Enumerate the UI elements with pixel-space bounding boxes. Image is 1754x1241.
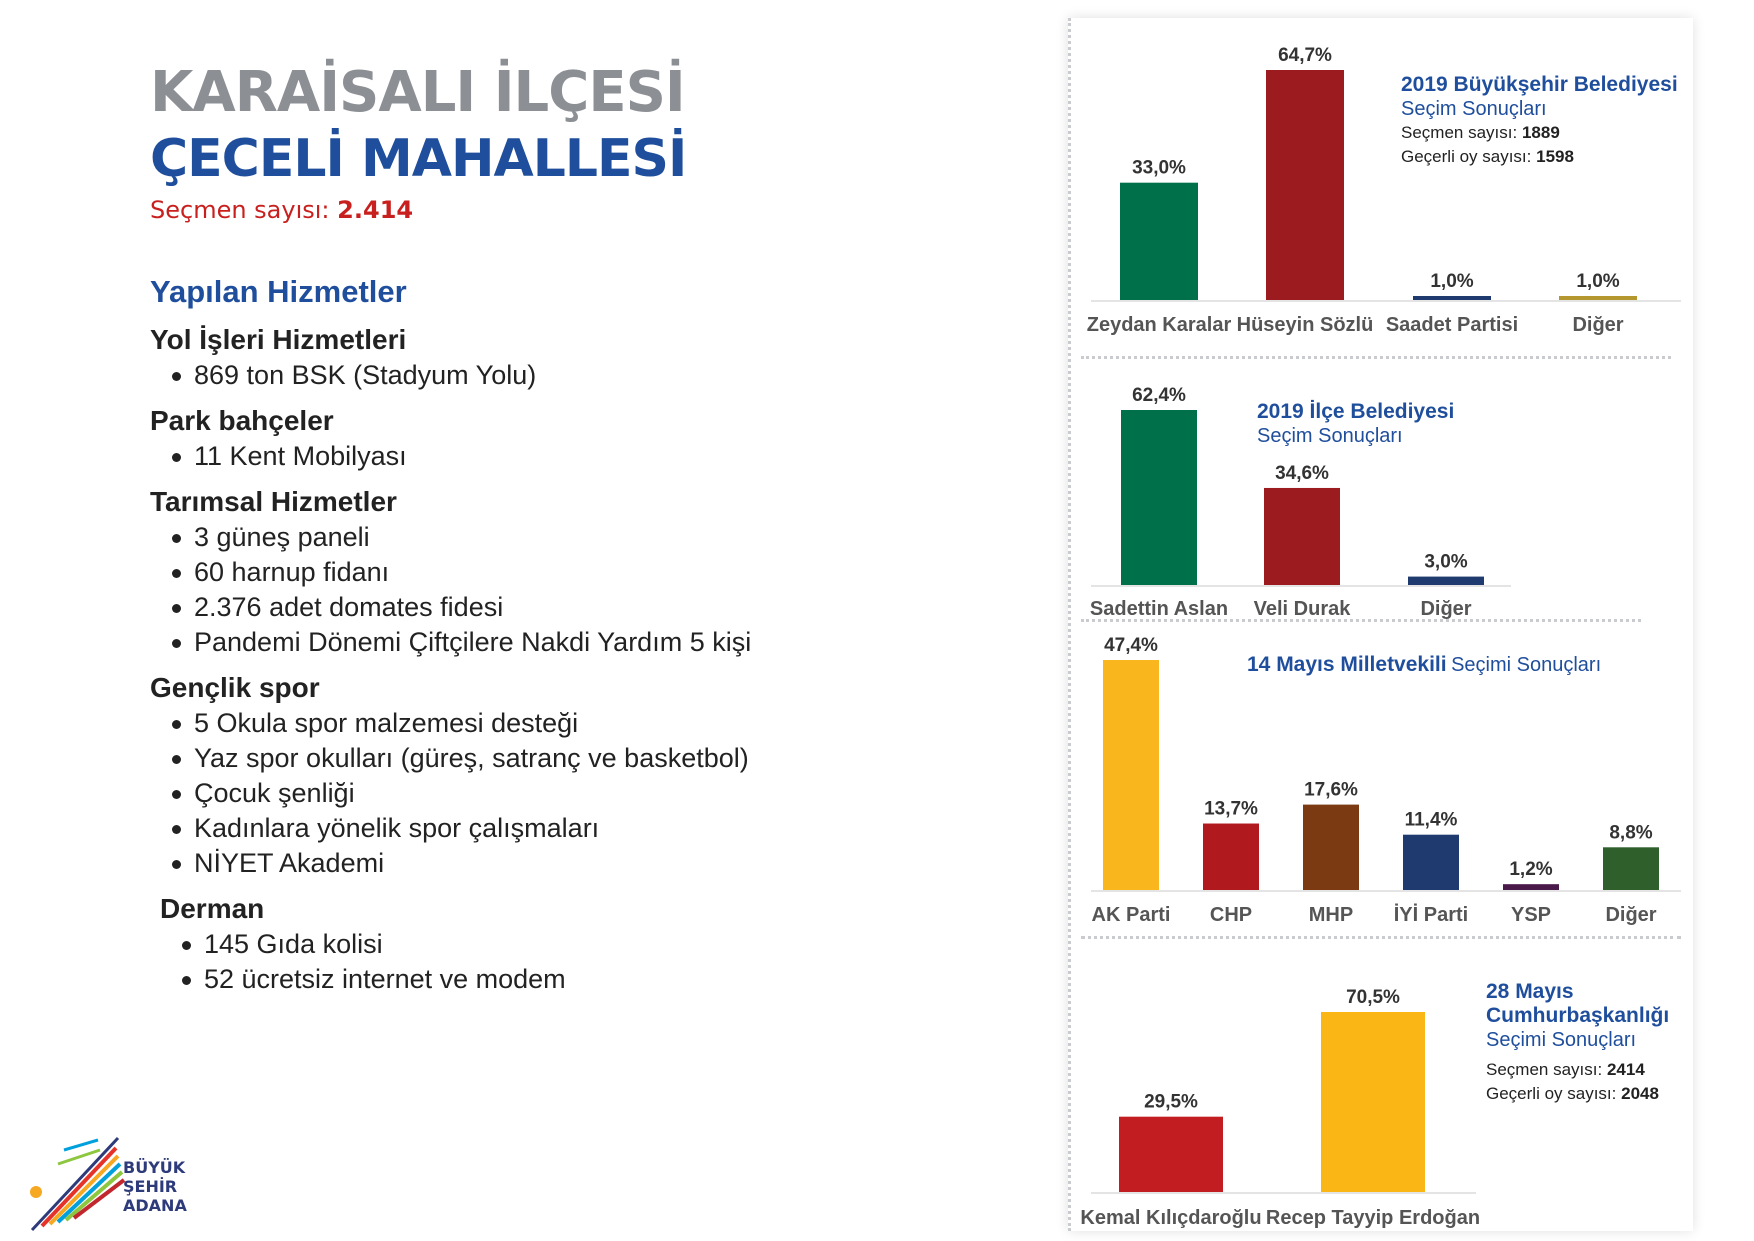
service-item: Yaz spor okulları (güreş, satranç ve basketbol) bbox=[172, 741, 1010, 776]
data-label: 62,4% bbox=[1132, 385, 1186, 406]
stat-value: 1598 bbox=[1536, 147, 1574, 166]
chart-title-bold: 2019 İlçe Belediyesi bbox=[1257, 400, 1455, 423]
voter-count bbox=[150, 196, 1010, 224]
bar bbox=[1413, 296, 1491, 300]
service-category-title: Park bahçeler bbox=[150, 405, 334, 436]
service-category bbox=[150, 403, 1010, 474]
category-label: CHP bbox=[1209, 904, 1253, 926]
chart-title-bold: 28 Mayıs Cumhurbaşkanlığı bbox=[1486, 980, 1670, 1027]
service-category-title: Derman bbox=[160, 893, 265, 924]
data-label: 17,6% bbox=[1304, 779, 1358, 801]
service-item: NİYET Akademi bbox=[172, 846, 1010, 881]
buyuksehir-adana-logo bbox=[28, 1130, 218, 1235]
category-label: Kemal Kılıçdaroğlu bbox=[1080, 1207, 1262, 1229]
chart-title-normal: Seçim Sonuçları bbox=[1401, 98, 1547, 120]
service-category bbox=[160, 891, 1010, 997]
data-label: 3,0% bbox=[1424, 551, 1468, 573]
stat-label: Geçerli oy sayısı: bbox=[1486, 1084, 1617, 1103]
logo-stripes-icon bbox=[28, 1130, 128, 1235]
data-label: 34,6% bbox=[1275, 462, 1329, 484]
service-item: Çocuk şenliği bbox=[172, 776, 1010, 811]
service-category bbox=[150, 484, 1010, 660]
bar bbox=[1403, 835, 1459, 890]
category-label: Diğer bbox=[1572, 314, 1624, 336]
category-label: Diğer bbox=[1420, 598, 1472, 620]
service-item: Pandemi Dönemi Çiftçilere Nakdi Yardım 5 kişi bbox=[172, 625, 1010, 660]
service-list bbox=[150, 706, 1010, 881]
data-label: 1,0% bbox=[1576, 271, 1620, 292]
category-label: MHP bbox=[1308, 904, 1354, 926]
category-label: Veli Durak bbox=[1253, 598, 1351, 620]
bar bbox=[1103, 660, 1159, 890]
service-category bbox=[150, 322, 1010, 393]
data-label: 1,2% bbox=[1509, 859, 1553, 881]
bar bbox=[1120, 183, 1198, 300]
service-list bbox=[150, 520, 1010, 660]
bar bbox=[1266, 70, 1344, 300]
service-list bbox=[160, 927, 1010, 997]
service-item: 60 harnup fidanı bbox=[172, 555, 1010, 590]
chart-title-bold: 14 Mayıs Milletvekili bbox=[1247, 653, 1447, 676]
bar bbox=[1119, 1117, 1223, 1192]
stat-label: Seçmen sayısı: bbox=[1486, 1060, 1603, 1079]
logo-line: ŞEHİR bbox=[123, 1177, 178, 1196]
stat-label: Seçmen sayısı: bbox=[1401, 123, 1518, 142]
chart-title bbox=[1257, 400, 1454, 448]
data-label: 47,4% bbox=[1104, 635, 1158, 656]
category-label: Hüseyin Sözlü bbox=[1236, 314, 1374, 336]
voter-count-label: Seçmen sayısı: bbox=[150, 196, 330, 224]
chart-title bbox=[1486, 980, 1693, 1106]
bar bbox=[1559, 296, 1637, 300]
voter-count-value: 2.414 bbox=[337, 196, 414, 224]
chart-title bbox=[1247, 653, 1601, 677]
category-label: İYİ Parti bbox=[1393, 904, 1469, 926]
chart-title bbox=[1401, 73, 1678, 169]
chart-2019-metropolitan bbox=[1071, 18, 1693, 348]
page-title-district: KARAİSALI İLÇESİ bbox=[150, 60, 685, 125]
service-item: 145 Gıda kolisi bbox=[182, 927, 1010, 962]
category-label: Saadet Partisi bbox=[1385, 314, 1519, 336]
category-label: Diğer bbox=[1605, 904, 1657, 926]
data-label: 1,0% bbox=[1430, 271, 1474, 292]
bar bbox=[1121, 410, 1197, 585]
data-label: 70,5% bbox=[1346, 987, 1400, 1008]
bar bbox=[1303, 805, 1359, 890]
chart-may14-parliament bbox=[1071, 623, 1693, 953]
stat-value: 2048 bbox=[1621, 1084, 1659, 1103]
chart-stat bbox=[1486, 1082, 1693, 1106]
service-category bbox=[150, 670, 1010, 881]
data-label: 11,4% bbox=[1404, 809, 1458, 831]
category-label: Zeydan Karalar bbox=[1086, 314, 1232, 336]
category-label: Sadettin Aslan bbox=[1089, 598, 1229, 620]
bar bbox=[1203, 824, 1259, 890]
data-label: 64,7% bbox=[1278, 45, 1332, 66]
chart-may28-presidential bbox=[1071, 940, 1693, 1230]
stat-value: 2414 bbox=[1606, 1060, 1645, 1079]
divider bbox=[1081, 356, 1671, 359]
chart-title-normal: Seçimi Sonuçları bbox=[1451, 654, 1602, 676]
stat-label: Geçerli oy sayısı: bbox=[1401, 147, 1532, 166]
category-label: YSP bbox=[1510, 904, 1552, 926]
chart-title-normal: Seçimi Sonuçları bbox=[1486, 1029, 1637, 1051]
logo-line: ADANA bbox=[123, 1196, 187, 1215]
bar bbox=[1321, 1012, 1425, 1192]
service-item: 2.376 adet domates fidesi bbox=[172, 590, 1010, 625]
services-title: Yapılan Hizmetler bbox=[150, 274, 407, 309]
service-item: 11 Kent Mobilyası bbox=[172, 439, 1010, 474]
data-label: 8,8% bbox=[1609, 822, 1653, 844]
data-label: 29,5% bbox=[1144, 1091, 1198, 1113]
data-label: 33,0% bbox=[1132, 157, 1186, 179]
service-category-title: Gençlik spor bbox=[150, 672, 320, 703]
category-label: Recep Tayyip Erdoğan bbox=[1265, 1207, 1481, 1229]
service-list bbox=[150, 358, 1010, 393]
divider bbox=[1081, 619, 1641, 622]
chart-stat bbox=[1401, 121, 1678, 145]
divider bbox=[1081, 936, 1681, 939]
service-item: 5 Okula spor malzemesi desteği bbox=[172, 706, 1010, 741]
service-item: 52 ücretsiz internet ve modem bbox=[182, 962, 1010, 997]
election-results-panel bbox=[1068, 18, 1693, 1231]
bar bbox=[1603, 847, 1659, 890]
service-item: Kadınlara yönelik spor çalışmaları bbox=[172, 811, 1010, 846]
service-list bbox=[150, 439, 1010, 474]
chart-title-normal: Seçim Sonuçları bbox=[1257, 425, 1403, 447]
service-category-title: Tarımsal Hizmetler bbox=[150, 486, 397, 517]
left-column bbox=[150, 60, 1010, 1007]
chart-stat bbox=[1486, 1058, 1693, 1082]
service-item: 869 ton BSK (Stadyum Yolu) bbox=[172, 358, 1010, 393]
bar bbox=[1408, 577, 1484, 585]
data-label: 13,7% bbox=[1204, 798, 1258, 820]
page-title-neighborhood: ÇECELİ MAHALLESİ bbox=[150, 129, 687, 189]
category-label: AK Parti bbox=[1091, 904, 1171, 926]
chart-title-bold: 2019 Büyükşehir Belediyesi bbox=[1401, 73, 1678, 96]
bar bbox=[1264, 488, 1340, 585]
bar bbox=[1503, 884, 1559, 890]
chart-svg bbox=[1071, 18, 1693, 348]
service-item: 3 güneş paneli bbox=[172, 520, 1010, 555]
service-category-title: Yol İşleri Hizmetleri bbox=[150, 324, 407, 355]
chart-2019-district bbox=[1071, 360, 1693, 630]
logo-line: BÜYÜK bbox=[123, 1158, 186, 1177]
logo-text bbox=[123, 1158, 187, 1215]
chart-stat bbox=[1401, 145, 1678, 169]
stat-value: 1889 bbox=[1521, 123, 1560, 142]
